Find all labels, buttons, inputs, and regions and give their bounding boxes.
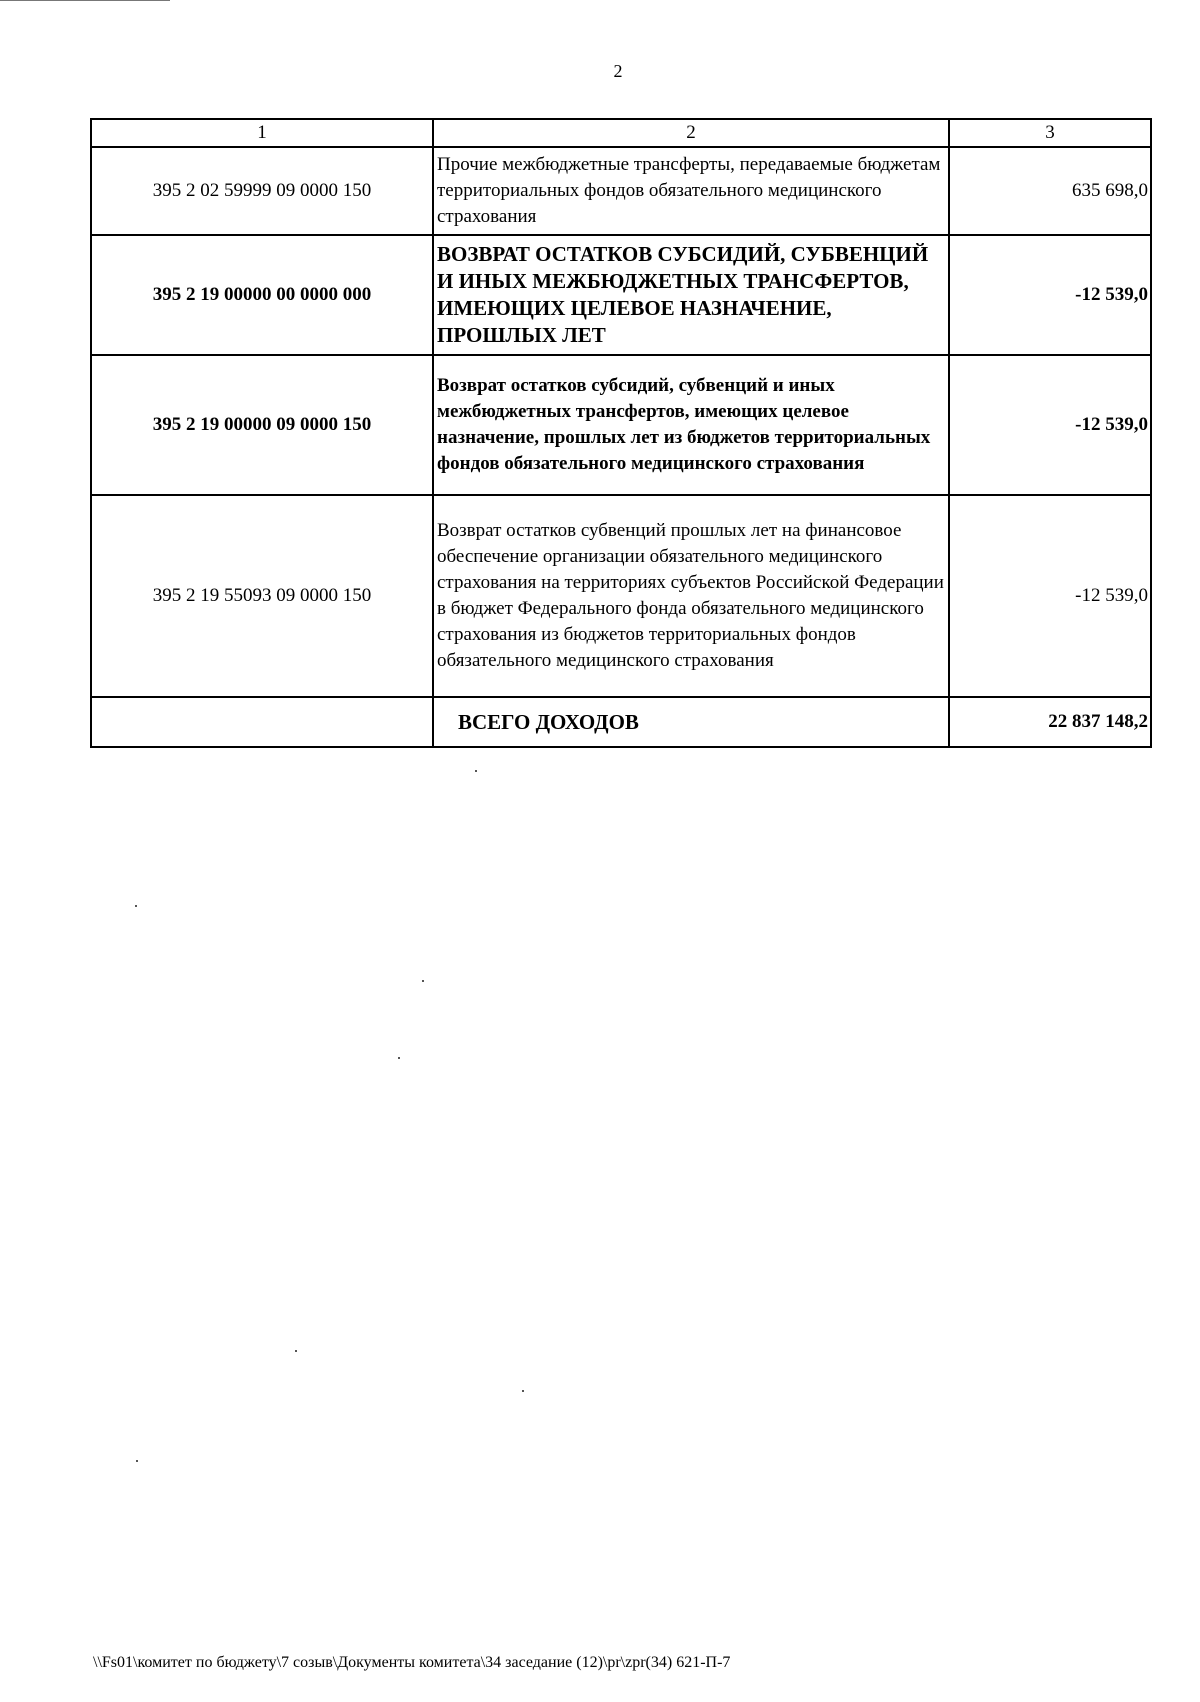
table-row xyxy=(91,495,1151,697)
total-amount: 22 837 148,2 xyxy=(949,697,1151,747)
header-col-3: 3 xyxy=(949,119,1151,147)
scan-speck xyxy=(422,980,424,982)
revenue-table xyxy=(90,118,1152,748)
row-code: 395 2 19 00000 00 0000 000 xyxy=(91,235,433,355)
page-number: 2 xyxy=(613,61,623,81)
scan-edge-line xyxy=(0,0,170,3)
row-code: 395 2 02 59999 09 0000 150 xyxy=(91,147,433,235)
scan-speck xyxy=(522,1390,524,1392)
row-amount: -12 539,0 xyxy=(949,495,1151,697)
scan-speck xyxy=(136,1460,138,1462)
row-name: Прочие межбюджетные трансферты, передаваемые бюджетам территориальных фондов обязательного медицинского страхования xyxy=(433,147,949,235)
table-header-row xyxy=(91,119,1151,147)
row-amount: -12 539,0 xyxy=(949,235,1151,355)
row-code: 395 2 19 00000 09 0000 150 xyxy=(91,355,433,495)
row-name: Возврат остатков субвенций прошлых лет на финансовое обеспечение организации обязательного медицинского страхования на территориях субъектов Российской Федерации в бюджет Федерального фонда обязательного медицинского страхования из бюджетов территориальных фондов обязательного медицинского страхования xyxy=(433,495,949,697)
table-row xyxy=(91,355,1151,495)
scan-speck xyxy=(295,1350,297,1352)
scan-speck xyxy=(398,1057,400,1059)
total-code xyxy=(91,697,433,747)
scan-speck xyxy=(135,905,137,907)
header-col-2: 2 xyxy=(433,119,949,147)
total-row xyxy=(91,697,1151,747)
table-row xyxy=(91,235,1151,355)
row-code: 395 2 19 55093 09 0000 150 xyxy=(91,495,433,697)
row-amount: 635 698,0 xyxy=(949,147,1151,235)
scan-speck xyxy=(475,770,477,772)
row-name: Возврат остатков субсидий, субвенций и иных межбюджетных трансфертов, имеющих целевое назначение, прошлых лет из бюджетов территориальных фондов обязательного медицинского страхования xyxy=(433,355,949,495)
row-amount: -12 539,0 xyxy=(949,355,1151,495)
table-row xyxy=(91,147,1151,235)
header-col-1: 1 xyxy=(91,119,433,147)
file-path-footer: \\Fs01\комитет по бюджету\7 созыв\Документы комитета\34 заседание (12)\pr\zpr(34) 621-П-7 xyxy=(93,1654,731,1671)
row-name: ВОЗВРАТ ОСТАТКОВ СУБСИДИЙ, СУБВЕНЦИЙ И ИНЫХ МЕЖБЮДЖЕТНЫХ ТРАНСФЕРТОВ, ИМЕЮЩИХ ЦЕЛЕВОЕ НАЗНАЧЕНИЕ, ПРОШЛЫХ ЛЕТ xyxy=(433,235,949,355)
total-label: ВСЕГО ДОХОДОВ xyxy=(433,697,949,747)
